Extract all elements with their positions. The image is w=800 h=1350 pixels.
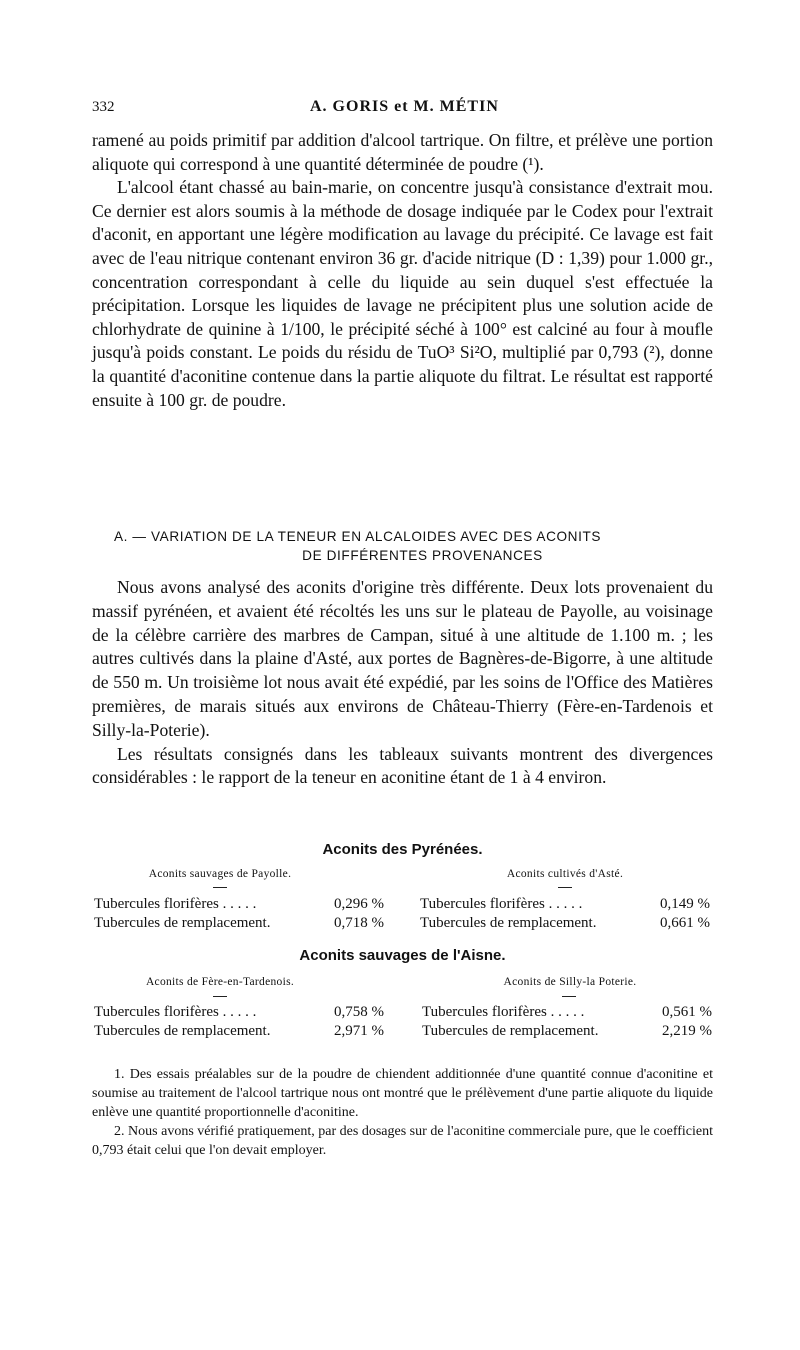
row-label: Tubercules florifères . . . . .	[94, 1004, 257, 1020]
page-number: 332	[92, 99, 115, 115]
intro-text	[92, 129, 713, 412]
paragraph: L'alcool étant chassé au bain-marie, on concentre jusqu'à consistance d'extrait mou. Ce dernier est alors soumis à la méthode de dosage indiquée par le Codex pour l'extrait d'aconit, en apportant une légère modification au lavage du précipité. Ce lavage est fait avec de l'eau nitrique contenant environ 36 gr. d'acide nitrique (D : 1,39) pour 1.000 gr., concentration correspondant à celle du liquide au sein duquel s'est effectuée la précipitation. Lorsque les liquides de lavage ne précipitent plus une solution acide de chlorhydrate de quinine à 1/100, le précipité séché à 100° est calciné au four à moufle jusqu'à poids constant. Le poids du résidu de TuO³ Si²O, multiplié par 0,793 (²), donne la quantité d'aconitine contenue dans la partie aliquote du filtrat. Le résultat est rapporté ensuite à 100 gr. de poudre.	[92, 177, 713, 410]
column-heading: Aconits cultivés d'Asté.	[506, 868, 624, 880]
row-value: 0,758 %	[334, 1004, 384, 1020]
section-heading-line: DE DIFFÉRENTES PROVENANCES	[302, 548, 543, 563]
footnote: 2. Nous avons vérifié pratiquement, par des dosages sur de l'aconitine commerciale pure, que le coefficient 0,793 était celui que l'on devait employer.	[92, 1124, 713, 1158]
table-title: Aconits des Pyrénées.	[322, 841, 483, 858]
row-label: Tubercules florifères . . . . .	[420, 896, 583, 912]
row-value: 2,219 %	[662, 1023, 712, 1039]
row-value: 0,718 %	[334, 915, 384, 931]
row-label: Tubercules de remplacement.	[420, 915, 597, 931]
footnote: 1. Des essais préalables sur de la poudre de chiendent additionnée d'une quantité connue d'aconitine et soumise au traitement de l'alcool tartrique nous ont montré que le prélèvement d'une partie aliquote du liquide enlève une quantité proportionnelle d'aconitine.	[92, 1067, 713, 1120]
row-label: Tubercules de remplacement.	[422, 1023, 599, 1039]
divider	[213, 887, 227, 888]
divider	[562, 996, 576, 997]
row-label: Tubercules florifères . . . . .	[422, 1004, 585, 1020]
row-label: Tubercules florifères . . . . .	[94, 896, 257, 912]
column-heading: Aconits de Fère-en-Tardenois.	[145, 976, 295, 988]
running-title: A. GORIS et M. MÉTIN	[310, 98, 499, 115]
section-heading-line: A. — VARIATION DE LA TENEUR EN ALCALOIDES AVEC DES ACONITS	[114, 529, 602, 544]
row-value: 0,149 %	[660, 896, 710, 912]
row-value: 0,296 %	[334, 896, 384, 912]
row-value: 0,661 %	[660, 915, 710, 931]
row-label: Tubercules de remplacement.	[94, 1023, 271, 1039]
table-title: Aconits sauvages de l'Aisne.	[299, 947, 506, 964]
divider	[213, 996, 227, 997]
footnotes	[92, 1065, 713, 1160]
column-heading: Aconits sauvages de Payolle.	[148, 868, 292, 880]
divider	[558, 887, 572, 888]
section-text	[92, 576, 713, 790]
column-heading: Aconits de Silly-la Poterie.	[503, 976, 637, 988]
section-heading	[92, 527, 713, 565]
row-value: 0,561 %	[662, 1004, 712, 1020]
paragraph: Nous avons analysé des aconits d'origine très différente. Deux lots provenaient du massif pyrénéen, et avaient été récoltés les uns sur le plateau de Payolle, au voisinage de la célèbre carrière des marbres de Campan, situé à une altitude de 1.100 m. ; les autres cultivés dans la plaine d'Asté, aux portes de Bagnères-de-Bigorre, à une altitude de 550 m. Un troisième lot nous avait été expédié, par les soins de l'Office des Matières premières, de marais situés aux environs de Château-Thierry (Fère-en-Tardenois et Silly-la-Poterie).	[92, 577, 713, 740]
row-value: 2,971 %	[334, 1023, 384, 1039]
row-label: Tubercules de remplacement.	[94, 915, 271, 931]
paragraph: Les résultats consignés dans les tableaux suivants montrent des divergences considérables : le rapport de la teneur en aconitine étant de 1 à 4 environ.	[92, 743, 713, 788]
page-header	[92, 99, 712, 123]
paragraph: ramené au poids primitif par addition d'alcool tartrique. On filtre, et prélève une portion aliquote qui correspond à une quantité déterminée de poudre (¹).	[92, 130, 713, 174]
